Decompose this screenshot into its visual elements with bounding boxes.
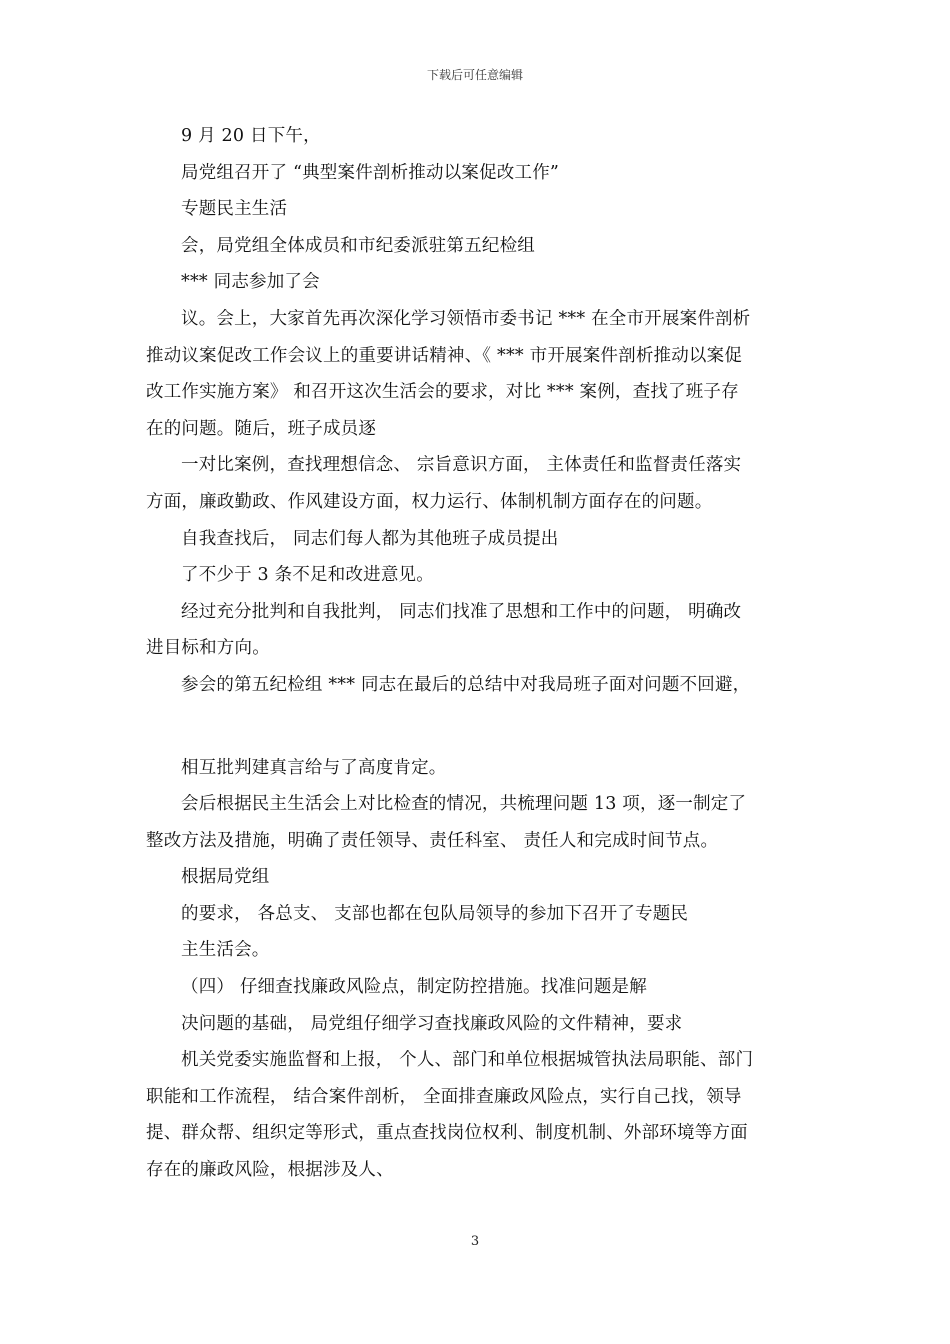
- text-line: 根据局党组: [181, 867, 270, 888]
- document-body: [146, 118, 810, 1189]
- text-line: 提、群众帮、组织定等形式，重点查找岗位权利、制度机制、外部环境等方面: [146, 1123, 748, 1144]
- text-line: 在的问题。随后，班子成员逐: [146, 418, 377, 439]
- paragraph-gap: [146, 704, 810, 750]
- text-line: 决问题的基础， 局党组仔细学习查找廉政风险的文件精神，要求: [181, 1013, 683, 1034]
- text-line: 改工作实施方案》 和召开这次生活会的要求，对比 *** 案例，查找了班子存: [146, 382, 739, 403]
- text-line: 议。会上，大家首先再次深化学习领悟市委书记 *** 在全市开展案件剖析: [181, 308, 751, 329]
- text-line: 推动议案促改工作会议上的重要讲话精神、《 *** 市开展案件剖析推动以案促: [146, 345, 743, 366]
- page-header: 下载后可任意编辑: [426, 68, 523, 82]
- text-line: 进目标和方向。: [146, 638, 270, 659]
- text-line: 整改方法及措施，明确了责任领导、责任科室、 责任人和完成时间节点。: [146, 830, 719, 851]
- text-line: 自我查找后， 同志们每人都为其他班子成员提出: [181, 528, 559, 549]
- text-line: 9 月 20 日下午，: [181, 126, 321, 146]
- text-line: 会后根据民主生活会上对比检查的情况，共梳理问题 13 项，逐一制定了: [181, 794, 747, 815]
- text-line: （四） 仔细查找廉政风险点，制定防控措施。找准问题是解: [181, 977, 647, 998]
- text-line: 机关党委实施监督和上报， 个人、部门和单位根据城管执法局职能、部门: [181, 1050, 754, 1071]
- text-line: *** 同志参加了会: [181, 272, 320, 293]
- text-line: 了不少于 3 条不足和改进意见。: [181, 565, 434, 586]
- text-line: 专题民主生活: [181, 199, 288, 220]
- text-line: 存在的廉政风险，根据涉及人、: [146, 1160, 394, 1181]
- text-line: 相互批判建真言给与了高度肯定。: [181, 757, 447, 778]
- text-line: 方面，廉政勤政、作风建设方面，权力运行、体制机制方面存在的问题。: [146, 491, 713, 512]
- text-line: 的要求， 各总支、 支部也都在包队局领导的参加下召开了专题民: [181, 903, 689, 924]
- text-line: 会，局党组全体成员和市纪委派驻第五纪检组: [181, 235, 535, 256]
- text-line: 参会的第五纪检组 *** 同志在最后的总结中对我局班子面对问题不回避，: [181, 674, 751, 695]
- text-line: 经过充分批判和自我批判， 同志们找准了思想和工作中的问题， 明确改: [181, 601, 742, 622]
- text-line: 局党组召开了 “典型案件剖析推动以案促改工作”: [181, 162, 560, 183]
- page-number: 3: [470, 1234, 480, 1249]
- text-line: 一对比案例，查找理想信念、 宗旨意识方面， 主体责任和监督责任落实: [181, 455, 742, 476]
- text-line: 主生活会。: [181, 940, 270, 961]
- text-line: 职能和工作流程， 结合案件剖析， 全面排查廉政风险点，实行自己找，领导: [146, 1086, 742, 1107]
